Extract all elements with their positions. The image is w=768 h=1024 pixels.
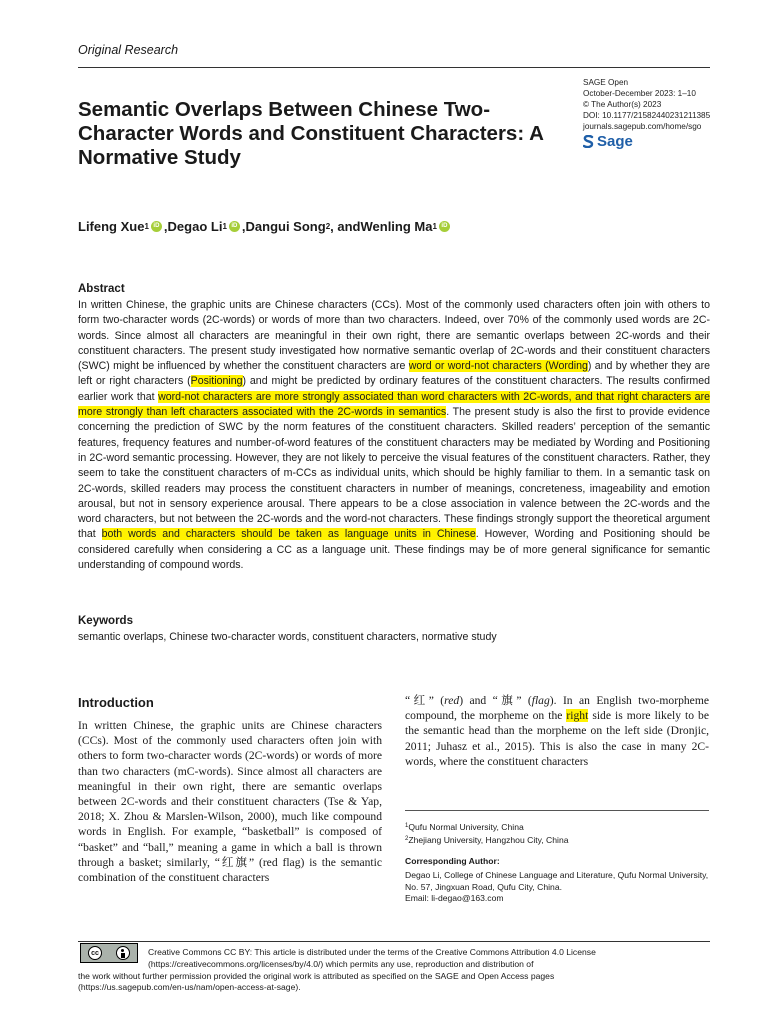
introduction-heading: Introduction	[78, 695, 154, 710]
introduction-column-left: In written Chinese, the graphic units are Chinese characters (CCs). Most of the commonly used characters often join with others to form two-character words (2C-words) or words of more than two characters (mC-words). Since almost all characters are meaningful in their own right, there are semantic overlaps between 2C-words and their constituent characters (Tse & Yap, 2018; X. Zhou & Marslen-Wilson, 2000), much like compound words in English. For example, “basketball” is composed of “basket” and “ball,” meaning a game in which a ball is thrown through a basket; similarly, “红旗” (red flag) is the semantic combination of the constituent characters	[78, 719, 382, 885]
highlight: both words and characters should be taken as language units in Chinese	[101, 528, 476, 541]
sage-logo-icon	[583, 135, 594, 148]
journal-issue: October-December 2023: 1–10	[583, 89, 696, 98]
license-line: Creative Commons CC BY: This article is distributed under the terms of the Creative Commons Attribution 4.0 License	[148, 947, 596, 957]
abstract-text: ) and by whether they are left or right characters (	[78, 360, 710, 388]
highlight: word or word-not characters (Wording	[408, 360, 588, 373]
corresponding-author	[405, 856, 709, 905]
affiliation-text: Zhejiang University, Hangzhou City, China	[408, 835, 569, 845]
footnote-rule	[405, 810, 709, 811]
author-affiliation-mark: 1	[432, 222, 437, 231]
body-text: ) and “旗” (	[459, 694, 532, 707]
journal-url[interactable]: journals.sagepub.com/home/sgo	[583, 122, 702, 131]
license-text	[78, 947, 710, 994]
highlight: word-not characters are more strongly associated than word characters with 2C-words, and that right characters are more strongly than left characters associated with the 2C-words in semantics	[78, 390, 710, 419]
abstract-heading: Abstract	[78, 283, 125, 295]
abstract-text: . However, Wording and Positioning should be considered carefully when considering a CC as a language unit. These findings may be of more general significance for semantic understanding of compound words.	[78, 528, 710, 572]
author-separator: ,	[163, 219, 168, 234]
license-rule	[78, 941, 710, 942]
author-name: Wenling Ma	[360, 219, 433, 234]
corresponding-author-heading: Corresponding Author:	[405, 856, 500, 866]
journal-name: SAGE Open	[583, 78, 629, 87]
body-text-italic: flag	[531, 694, 550, 707]
abstract-body	[78, 298, 710, 573]
corresponding-author-email[interactable]: Email: li-degao@163.com	[405, 893, 504, 904]
affiliation	[405, 820, 709, 833]
author-separator: , and	[330, 219, 361, 234]
journal-info	[583, 77, 710, 148]
affiliations	[405, 820, 709, 846]
journal-doi[interactable]: DOI: 10.1177/21582440231211385	[583, 111, 711, 120]
abstract-text: ) and might be predicted by ordinary features of the constituent characters. The results confirmed earlier work that	[78, 375, 710, 403]
corresponding-author-address: Degao Li, College of Chinese Language and Literature, Qufu Normal University, No. 57, Jingxuan Road, Qufu City, China.	[405, 869, 709, 892]
orcid-icon[interactable]: iD	[229, 221, 240, 232]
article-title: Semantic Overlaps Between Chinese Two-Character Words and Constituent Characters: A Normative Study	[78, 98, 544, 169]
affiliation-mark: 1	[405, 823, 409, 829]
author-name: Degao Li	[167, 219, 223, 234]
body-text: “红” (	[405, 694, 445, 707]
affiliation	[405, 833, 709, 846]
author-name: Dangui Song	[245, 219, 326, 234]
journal-copyright: © The Author(s) 2023	[583, 100, 662, 109]
keywords-heading: Keywords	[78, 615, 133, 627]
license-line[interactable]: (https://us.sagepub.com/en-us/nam/open-access-at-sage).	[78, 982, 301, 993]
highlight: Positioning	[190, 375, 243, 388]
body-text: side is more likely to be the semantic head than the morpheme on the left side (Dronjic, 2011; Juhasz et al., 2015). This is also the case in many 2C-words, where the constituent characters	[405, 709, 709, 768]
cc-icon: cc	[88, 946, 102, 960]
author-affiliation-mark: 2	[325, 222, 331, 231]
orcid-icon[interactable]: iD	[439, 221, 450, 232]
license-line[interactable]: (https://creativecommons.org/licenses/by/4.0/) which permits any use, reproduction and distribution of	[148, 958, 534, 969]
highlight: right	[566, 709, 589, 723]
orcid-icon[interactable]: iD	[151, 221, 162, 232]
author-list	[78, 219, 452, 234]
license-line: the work without further permission provided the original work is attributed as specified on the SAGE and Open Access pages	[78, 970, 555, 981]
sage-logo	[583, 135, 710, 148]
author-name: Lifeng Xue	[78, 219, 145, 234]
body-text: ). In an English two-morpheme compound, the morpheme on the	[405, 694, 709, 723]
author-affiliation-mark: 1	[222, 222, 227, 231]
abstract-text: . The present study is also the first to provide evidence concerning the prediction of SWC by the norm features of the constituent characters. Skilled readers’ perception of the semantic features, frequency features and number-of-word features of the constituent characters may be mediated by Wording and Positioning in 2C-word semantic processing. However, they are not likely to perceive the visual features of the constituent characters. Rather, they seem to take the constituent characters of m-CCs as individual units, which should be highly familiar to them. In a semantic task on 2C-words, skilled readers may process the constituent characters in number of meanings, concreteness, imageability and emotion arousal, but not in sensory experience arousal. There appears to be a close association in valence between the 2C-words and the word characters, but not between the 2C-words and the word-not characters. These findings strongly support the theoretical argument that	[78, 406, 710, 541]
sage-logo-text: Sage	[597, 133, 633, 150]
body-text-italic: red	[444, 694, 460, 707]
author-affiliation-mark: 1	[144, 222, 149, 231]
author-separator: ,	[241, 219, 246, 234]
abstract-text: In written Chinese, the graphic units are Chinese characters (CCs). Most of the commonly used characters often join with others to form two-character words (2C-words) or words of more than two characters. Indeed, over 70% of the commonly used words are 2C-words. Since almost all characters are meaningful in their own right, there are semantic overlaps between 2C-words and their constituent characters. The present study investigated how normative semantic overlap of 2C-words and their constituent characters (SWC) might be influenced by whether the constituent characters are	[78, 299, 710, 373]
affiliation-text: Qufu Normal University, China	[408, 822, 524, 832]
keywords-list: semantic overlaps, Chinese two-character words, constituent characters, normative study	[78, 631, 497, 643]
article-type-label: Original Research	[78, 43, 179, 57]
introduction-column-right	[405, 693, 709, 769]
affiliation-mark: 2	[405, 836, 409, 842]
header-rule	[78, 67, 710, 68]
